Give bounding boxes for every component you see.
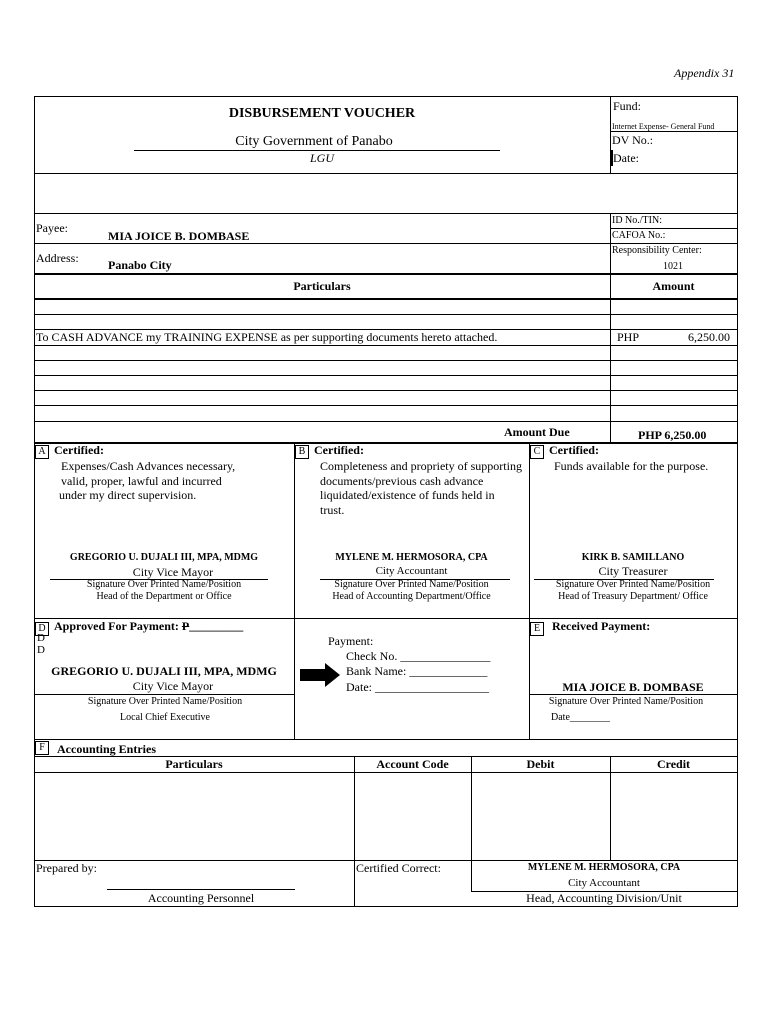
cafoa-label: CAFOA No.: bbox=[612, 230, 666, 241]
col-particulars-header: Particulars bbox=[165, 757, 223, 771]
fund-value: Internet Expense- General Fund bbox=[612, 122, 715, 131]
box-b-letter: B bbox=[295, 445, 309, 459]
check-no-field[interactable]: Check No. _______________ bbox=[346, 649, 491, 663]
voucher-title: DISBURSEMENT VOUCHER bbox=[228, 106, 416, 121]
resp-center-value: 1021 bbox=[663, 261, 683, 272]
box-e-letter: E bbox=[530, 622, 544, 636]
box-b-text-2: documents/previous cash advance bbox=[320, 474, 484, 488]
box-f-letter: F bbox=[35, 741, 49, 755]
payment-date-field[interactable]: Date: ___________________ bbox=[346, 680, 489, 694]
box-d-head-caption: Local Chief Executive bbox=[120, 712, 210, 723]
amount-due-label: Amount Due bbox=[504, 425, 570, 439]
box-c-head-caption: Head of Treasury Department/ Office bbox=[558, 591, 708, 602]
box-e-signature-caption: Signature Over Printed Name/Position bbox=[548, 696, 704, 707]
box-a-title: Certified: bbox=[54, 443, 104, 457]
box-a-head-caption: Head of the Department or Office bbox=[96, 591, 232, 602]
particulars-description: To CASH ADVANCE my TRAINING EXPENSE as per supporting documents hereto attached. bbox=[36, 330, 498, 344]
box-a-text-3: under my direct supervision. bbox=[59, 488, 197, 502]
col-credit-header: Credit bbox=[656, 757, 691, 771]
dv-no-label: DV No.: bbox=[612, 133, 654, 147]
date-label: Date: bbox=[613, 151, 639, 165]
amount-value: 6,250.00 bbox=[688, 330, 730, 344]
box-b-text-4: trust. bbox=[320, 503, 345, 517]
certified-correct-label: Certified Correct: bbox=[356, 861, 441, 875]
amount-due-value: PHP 6,250.00 bbox=[638, 428, 707, 442]
box-b-signature-caption: Signature Over Printed Name/Position bbox=[334, 579, 489, 590]
prepared-by-position: Accounting Personnel bbox=[147, 891, 255, 905]
box-c-title: Certified: bbox=[549, 443, 599, 457]
accountant-head-caption: Head, Accounting Division/Unit bbox=[526, 891, 682, 905]
box-b-signatory-name: MYLENE M. HERMOSORA, CPA bbox=[335, 552, 488, 563]
fund-label: Fund: bbox=[613, 99, 642, 113]
box-c-signatory-name: KIRK B. SAMILLANO bbox=[581, 552, 685, 563]
box-a-text-2: valid, proper, lawful and incurred bbox=[61, 474, 222, 488]
box-c-text-1: Funds available for the purpose. bbox=[554, 459, 709, 473]
address-label: Address: bbox=[36, 251, 79, 265]
box-d-letter: D bbox=[35, 622, 49, 636]
appendix-label: Appendix 31 bbox=[674, 66, 735, 80]
address-value: Panabo City bbox=[108, 258, 172, 272]
box-d-extra-2: D bbox=[37, 644, 45, 656]
amount-header: Amount bbox=[652, 279, 695, 293]
peso-sign: P bbox=[181, 619, 190, 633]
box-d-signatory-name: GREGORIO U. DUJALI III, MPA, MDMG bbox=[51, 664, 277, 678]
box-e-title: Received Payment: bbox=[552, 619, 651, 633]
box-b-title: Certified: bbox=[314, 443, 364, 457]
resp-center-label: Responsibility Center: bbox=[612, 245, 702, 256]
box-d-title: Approved For Payment: P_________ bbox=[54, 619, 244, 633]
agency-name: City Government of Panabo bbox=[235, 134, 393, 149]
box-b-head-caption: Head of Accounting Department/Office bbox=[332, 591, 491, 602]
id-tin-label: ID No./TIN: bbox=[612, 215, 662, 226]
box-c-signatory-position: City Treasurer bbox=[598, 564, 668, 578]
box-c-signature-caption: Signature Over Printed Name/Position bbox=[555, 579, 711, 590]
box-a-text-1: Expenses/Cash Advances necessary, bbox=[61, 459, 236, 473]
accountant-position: City Accountant bbox=[568, 877, 640, 889]
payee-label: Payee: bbox=[36, 221, 68, 235]
box-e-signatory-name: MIA JOICE B. DOMBASE bbox=[562, 680, 704, 694]
box-c-letter: C bbox=[530, 445, 544, 459]
box-b-signatory-position: City Accountant bbox=[375, 565, 448, 577]
box-a-signature-caption: Signature Over Printed Name/Position bbox=[86, 579, 242, 590]
box-d-signatory-position: City Vice Mayor bbox=[132, 679, 214, 693]
payee-name: MIA JOICE B. DOMBASE bbox=[108, 229, 250, 243]
col-account-code-header: Account Code bbox=[376, 757, 449, 771]
box-f-title: Accounting Entries bbox=[57, 742, 156, 756]
col-debit-header: Debit bbox=[526, 757, 555, 771]
bank-name-field[interactable]: Bank Name: _____________ bbox=[346, 664, 488, 678]
prepared-by-label: Prepared by: bbox=[36, 861, 97, 875]
box-d-extra-1: D bbox=[37, 632, 45, 644]
box-a-letter: A bbox=[35, 445, 49, 459]
box-a-signatory-name: GREGORIO U. DUJALI III, MPA, MDMG bbox=[69, 552, 259, 563]
lgu-label: LGU bbox=[309, 151, 334, 165]
box-a-signatory-position: City Vice Mayor bbox=[132, 565, 214, 579]
accountant-name: MYLENE M. HERMOSORA, CPA bbox=[527, 862, 681, 873]
box-d-signature-caption: Signature Over Printed Name/Position bbox=[87, 696, 243, 707]
payment-label: Payment: bbox=[328, 634, 374, 648]
box-e-date-field[interactable]: Date________ bbox=[551, 712, 610, 723]
amount-currency: PHP bbox=[617, 330, 640, 344]
box-b-text-1: Completeness and propriety of supporting bbox=[320, 459, 522, 473]
box-b-text-3: liquidated/existence of funds held in bbox=[320, 488, 495, 502]
particulars-header: Particulars bbox=[293, 279, 351, 293]
arrow-right-icon bbox=[299, 662, 341, 688]
